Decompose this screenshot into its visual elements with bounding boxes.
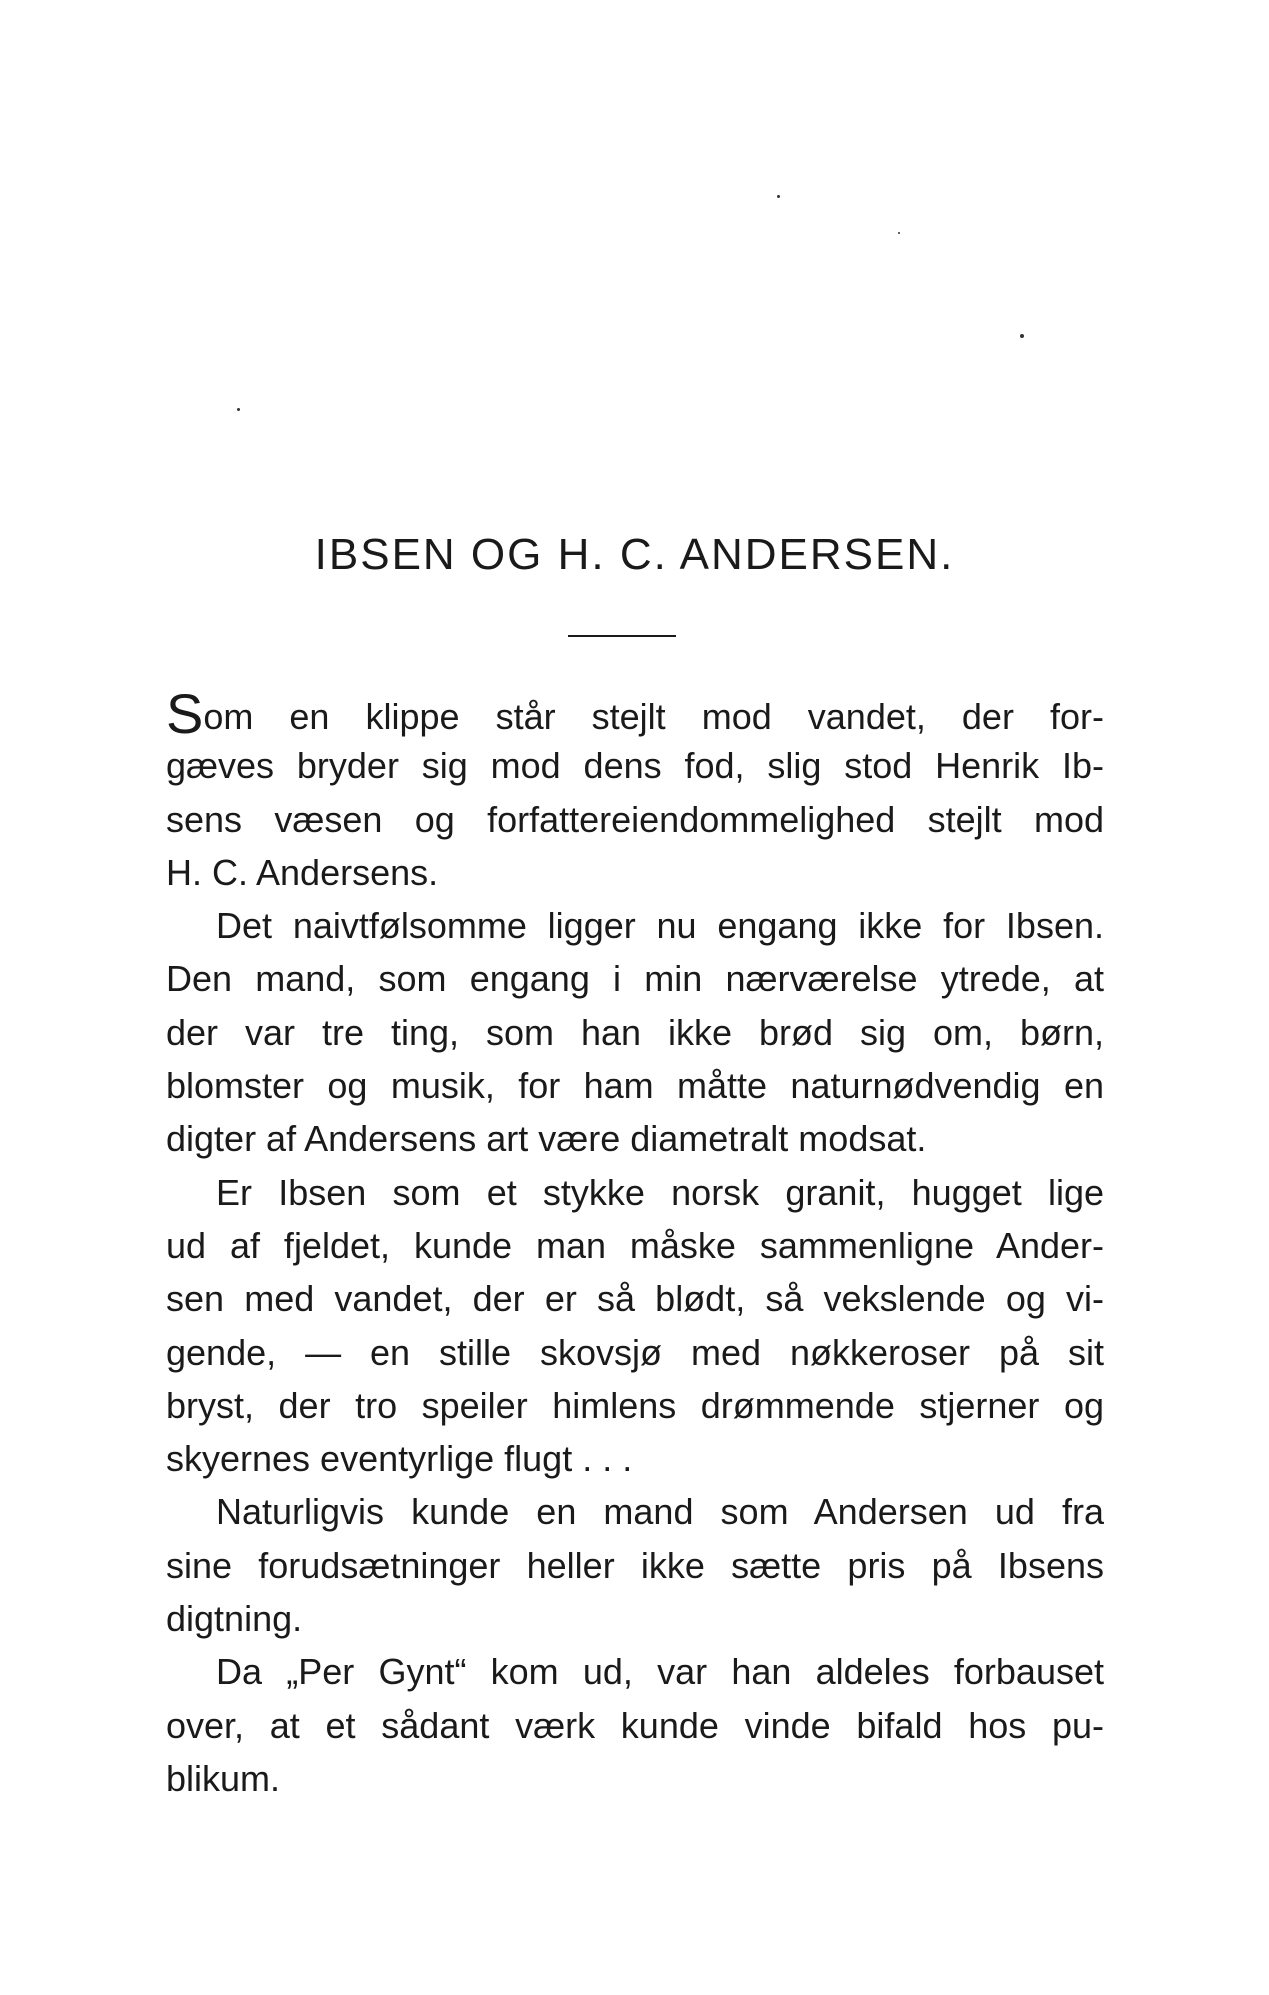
text-line-content: om en klippe står stejlt mod vandet, der for- [203, 696, 1104, 737]
text-line: Naturligvis kunde en mand som Andersen ud fra [216, 1491, 1104, 1533]
print-speck [898, 232, 900, 234]
text-line: bryst, der tro speiler himlens drømmende stjerner og [166, 1384, 1104, 1426]
text-line: ud af fjeldet, kunde man måske sammenligne Ander- [166, 1224, 1104, 1266]
text-line: Er Ibsen som et stykke norsk granit, hugget lige [216, 1171, 1104, 1213]
text-line: gende, — en stille skovsjø med nøkkeroser på sit [166, 1331, 1104, 1373]
text-line [166, 686, 1104, 739]
text-line: sine forudsætninger heller ikke sætte pris på Ibsens [166, 1544, 1104, 1586]
print-speck [237, 408, 240, 411]
text-line: Da „Per Gynt“ kom ud, var han aldeles forbauset [216, 1651, 1104, 1693]
text-line: skyernes eventyrlige flugt . . . [166, 1438, 633, 1480]
text-line: gæves bryder sig mod dens fod, slig stod Henrik Ib- [166, 745, 1104, 787]
title-rule [568, 635, 676, 637]
text-line: digter af Andersens art være diametralt modsat. [166, 1118, 927, 1160]
chapter-title: IBSEN OG H. C. ANDERSEN. [314, 530, 955, 579]
text-line: Den mand, som engang i min nærværelse ytrede, at [166, 958, 1104, 1000]
text-line: Det naivtfølsomme ligger nu engang ikke for Ibsen. [216, 905, 1104, 947]
text-line: der var tre ting, som han ikke brød sig om, børn, [166, 1011, 1104, 1053]
print-speck [777, 195, 780, 198]
text-line: H. C. Andersens. [166, 851, 439, 893]
print-speck [1020, 334, 1024, 338]
drop-cap: S [166, 686, 204, 740]
body-text [166, 686, 1104, 1805]
text-line: digtning. [166, 1598, 303, 1640]
text-line: sens væsen og forfattereiendommelighed stejlt mod [166, 798, 1104, 840]
text-line: blomster og musik, for ham måtte naturnødvendig en [166, 1065, 1104, 1107]
text-line: blikum. [166, 1757, 281, 1799]
text-line: over, at et sådant værk kunde vinde bifald hos pu- [166, 1704, 1104, 1746]
text-line: sen med vandet, der er så blødt, så vekslende og vi- [166, 1278, 1104, 1320]
